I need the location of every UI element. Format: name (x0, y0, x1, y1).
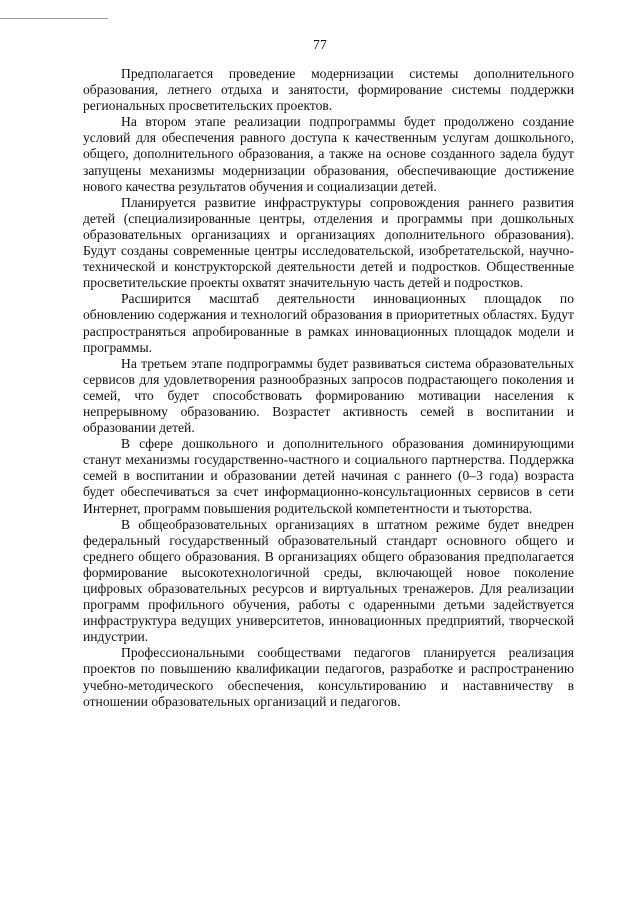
paragraph: На втором этапе реализации подпрограммы будет продолжено создание условий для обеспечения равного доступа к качественным услугам дошкольного, общего, дополнительного образования, а также на основе созданного задела будут запущены механизмы модернизации образования, обеспечивающие достижение нового качества результатов обучения и социализации детей. (83, 114, 574, 194)
paragraph: Расширится масштаб деятельности инновационных площадок по обновлению содержания и технологий образования в приоритетных областях. Будут распространяться апробированные в рамках инновационных площадок модели и программы. (83, 291, 574, 355)
paragraph: Профессиональными сообществами педагогов планируется реализация проектов по повышению квалификации педагогов, разработке и распространению учебно-методического обеспечения, консультированию и наставничеству в отношении образовательных организаций и педагогов. (83, 645, 574, 709)
paragraph: Планируется развитие инфраструктуры сопровождения раннего развития детей (специализированные центры, отделения и программы при дошкольных образовательных организациях и организациях дополнительного образования). Будут созданы современные центры исследовательской, изобретательской, научно-технической и конструкторской деятельности детей и подростков. Общественные просветительские проекты охватят значительную часть детей и подростков. (83, 194, 574, 291)
top-rule (0, 18, 108, 19)
document-body (83, 66, 574, 710)
page-number: 77 (312, 37, 328, 52)
paragraph: На третьем этапе подпрограммы будет развиваться система образовательных сервисов для удовлетворения разнообразных запросов подрастающего поколения и семей, что будет способствовать формированию мотивации населения к непрерывному образованию. Возрастет активность семей в воспитании и образовании детей. (83, 355, 574, 436)
paragraph: В общеобразовательных организациях в штатном режиме будет внедрен федеральный государственный образовательный стандарт основного общего и среднего общего образования. В организациях общего образования предполагается формирование высокотехнологичной среды, включающей новое поколение цифровых образовательных ресурсов и виртуальных тренажеров. Для реализации программ профильного обучения, работы с одаренными детьми задействуется инфраструктура ведущих университетов, инновационных предприятий, творческой индустрии. (83, 516, 574, 645)
paragraph: Предполагается проведение модернизации системы дополнительного образования, летнего отдыха и занятости, формирование системы поддержки региональных просветительских проектов. (83, 66, 574, 114)
paragraph: В сфере дошкольного и дополнительного образования доминирующими станут механизмы государственно-частного и социального партнерства. Поддержка семей в воспитании и образовании детей начиная с раннего (0–3 года) возраста будет обеспечиваться за счет информационно-консультационных сервисов в сети Интернет, программ повышения родительской компетентности и тьюторства. (83, 436, 574, 516)
